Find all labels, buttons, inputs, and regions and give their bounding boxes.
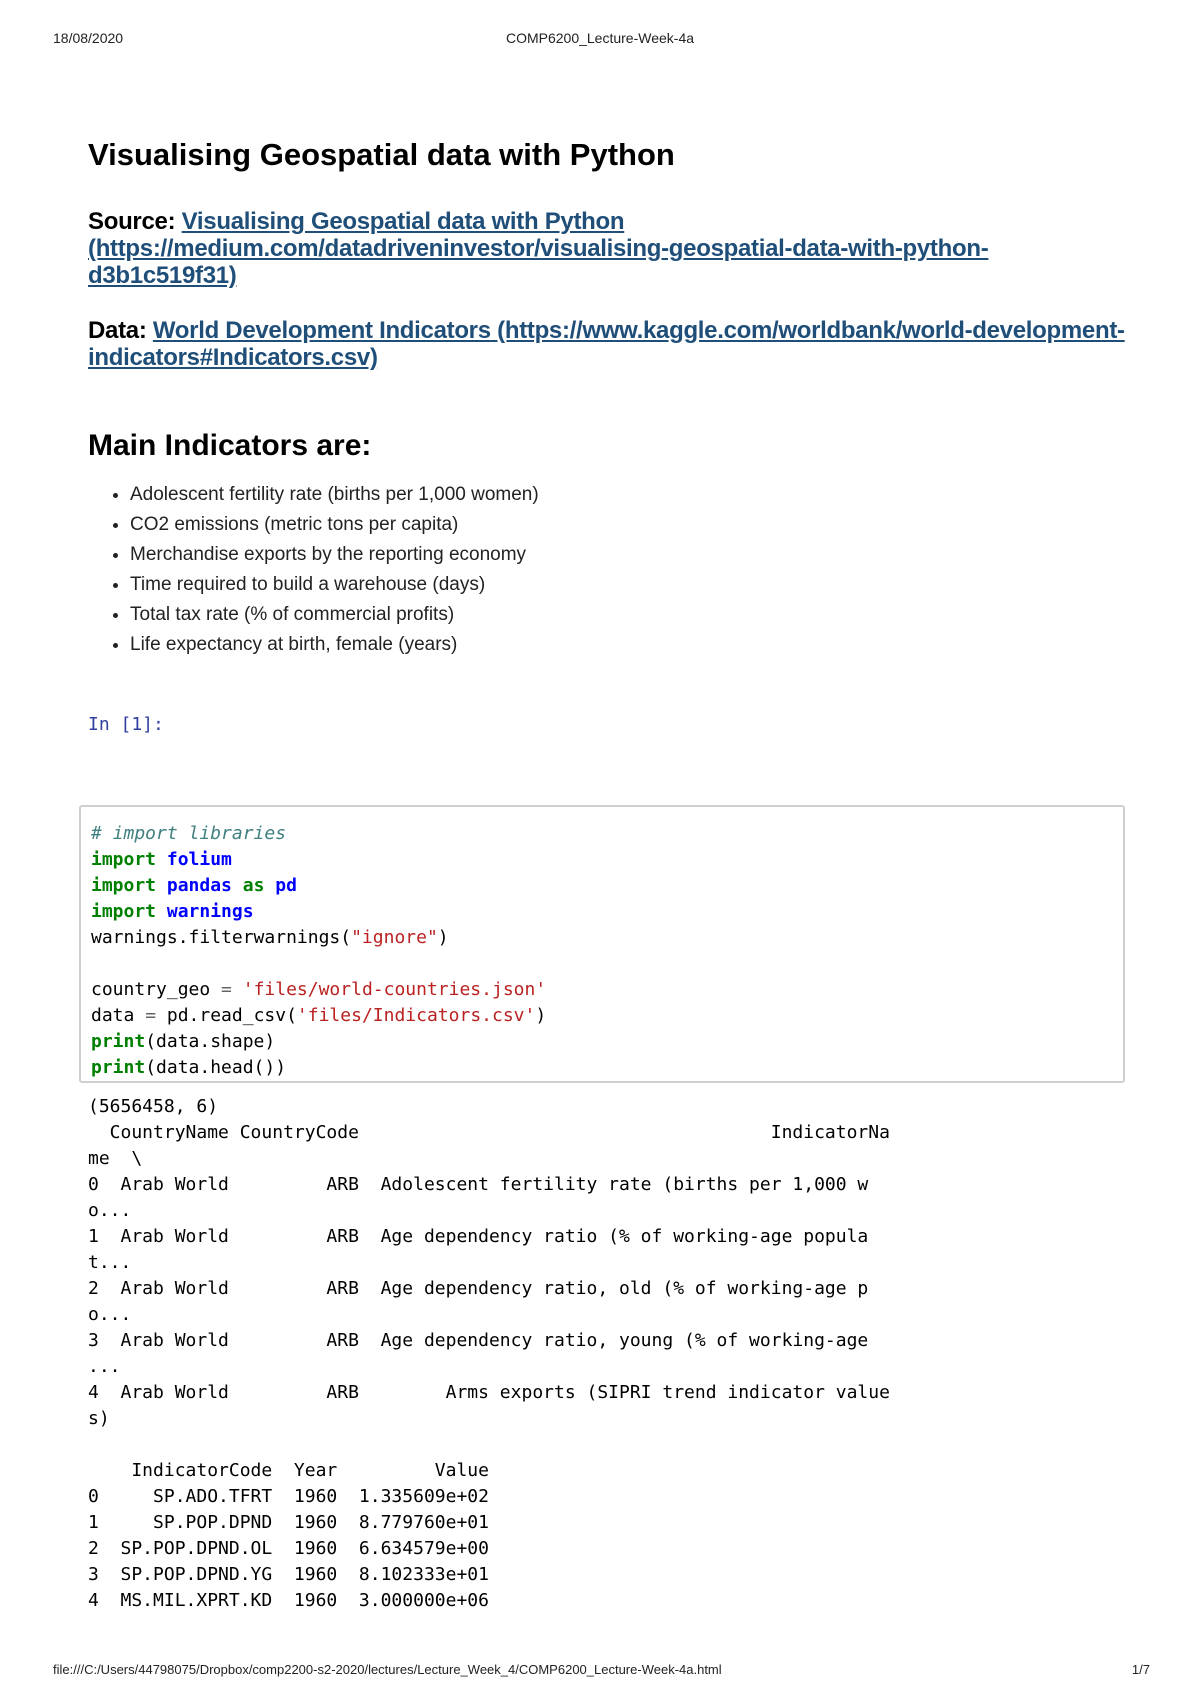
source-label: Source:	[88, 208, 176, 236]
keyword: import	[91, 875, 157, 896]
list-item: • Adolescent fertility rate (births per 1,000 women)	[130, 480, 1128, 510]
code-text: data	[91, 1005, 146, 1026]
code-text: )	[535, 1005, 547, 1026]
code-text: country_geo	[91, 979, 222, 1000]
list-item: • Life expectancy at birth, female (years)	[130, 630, 1128, 660]
builtin-print: print	[91, 1057, 146, 1078]
string-literal: "ignore"	[351, 927, 438, 948]
print-header	[0, 30, 1200, 50]
data-label: Data:	[88, 316, 147, 344]
string-literal: 'files/Indicators.csv'	[296, 1005, 536, 1026]
code-comment: # import libraries	[91, 823, 287, 844]
code-text: (data.head())	[145, 1057, 287, 1078]
print-document-title: COMP6200_Lecture-Week-4a	[505, 30, 695, 46]
print-date: 18/08/2020	[53, 30, 124, 46]
source-link[interactable]: Visualising Geospatial data with Python (https://medium.com/datadriveninvestor/visualising-geospatial-data-with-python-d3b1c519f31)	[88, 208, 989, 289]
data-link[interactable]: World Development Indicators (https://www.kaggle.com/worldbank/world-development-indicators#Indicators.csv)	[88, 316, 1125, 371]
page-title: Visualising Geospatial data with Python	[88, 137, 675, 172]
operator: =	[145, 1005, 157, 1026]
code-editor[interactable]	[81, 807, 1123, 1081]
operator: =	[221, 979, 232, 1000]
module-alias: pd	[275, 875, 297, 896]
code-text: )	[437, 927, 449, 948]
keyword: import	[91, 901, 157, 922]
print-footer	[0, 1662, 1200, 1682]
indicators-list	[88, 480, 1128, 660]
input-prompt: In [1]:	[88, 713, 164, 735]
list-item: • Merchandise exports by the reporting economy	[130, 540, 1128, 570]
code-text: warnings.filterwarnings(	[91, 927, 352, 948]
keyword: import	[91, 849, 157, 870]
cell-output: (5656458, 6) CountryName CountryCode IndicatorNa me \ 0 Arab World ARB Adolescent fertility rate (births per 1,000 w o... 1 Arab World ARB Age dependency ratio (% of working-age popula t... 2 Arab World ARB Age dependency ratio, old (% of working-age p o... 3 Arab World ARB Age dependency ratio, young (% of working-age ... 4 Arab World ARB Arms exports (SIPRI trend indicator value s) IndicatorCode Year Value 0 SP.ADO.TFRT 1960 1.335609e+02 1 SP.POP.DPND 1960 8.779760e+01 2 SP.POP.DPND.OL 1960 6.634579e+00 3 SP.POP.DPND.YG 1960 8.102333e+01 4 MS.MIL.XPRT.KD 1960 3.000000e+06	[88, 1096, 890, 1611]
list-item: • CO2 emissions (metric tons per capita)	[130, 510, 1128, 540]
notebook-content	[88, 136, 1128, 735]
keyword: as	[242, 875, 265, 896]
string-literal: 'files/world-countries.json'	[242, 979, 547, 1000]
indicators-heading: Main Indicators are:	[88, 428, 372, 462]
print-file-path: file:///C:/Users/44798075/Dropbox/comp2200-s2-2020/lectures/Lecture_Week_4/COMP6200_Lecture-Week-4a.html	[53, 1662, 722, 1677]
list-item: • Time required to build a warehouse (days)	[130, 570, 1128, 600]
list-item: • Total tax rate (% of commercial profits)	[130, 600, 1128, 630]
module-name: warnings	[166, 901, 254, 922]
builtin-print: print	[91, 1031, 146, 1052]
module-name: folium	[166, 849, 232, 870]
data-reference	[88, 318, 1128, 372]
page-number: 1/7	[1131, 1662, 1150, 1677]
module-name: pandas	[166, 875, 232, 896]
code-text: (data.shape)	[145, 1031, 276, 1052]
code-cell[interactable]	[79, 805, 1125, 1083]
code-text: pd.read_csv(	[156, 1005, 297, 1026]
source-reference	[88, 209, 1128, 290]
